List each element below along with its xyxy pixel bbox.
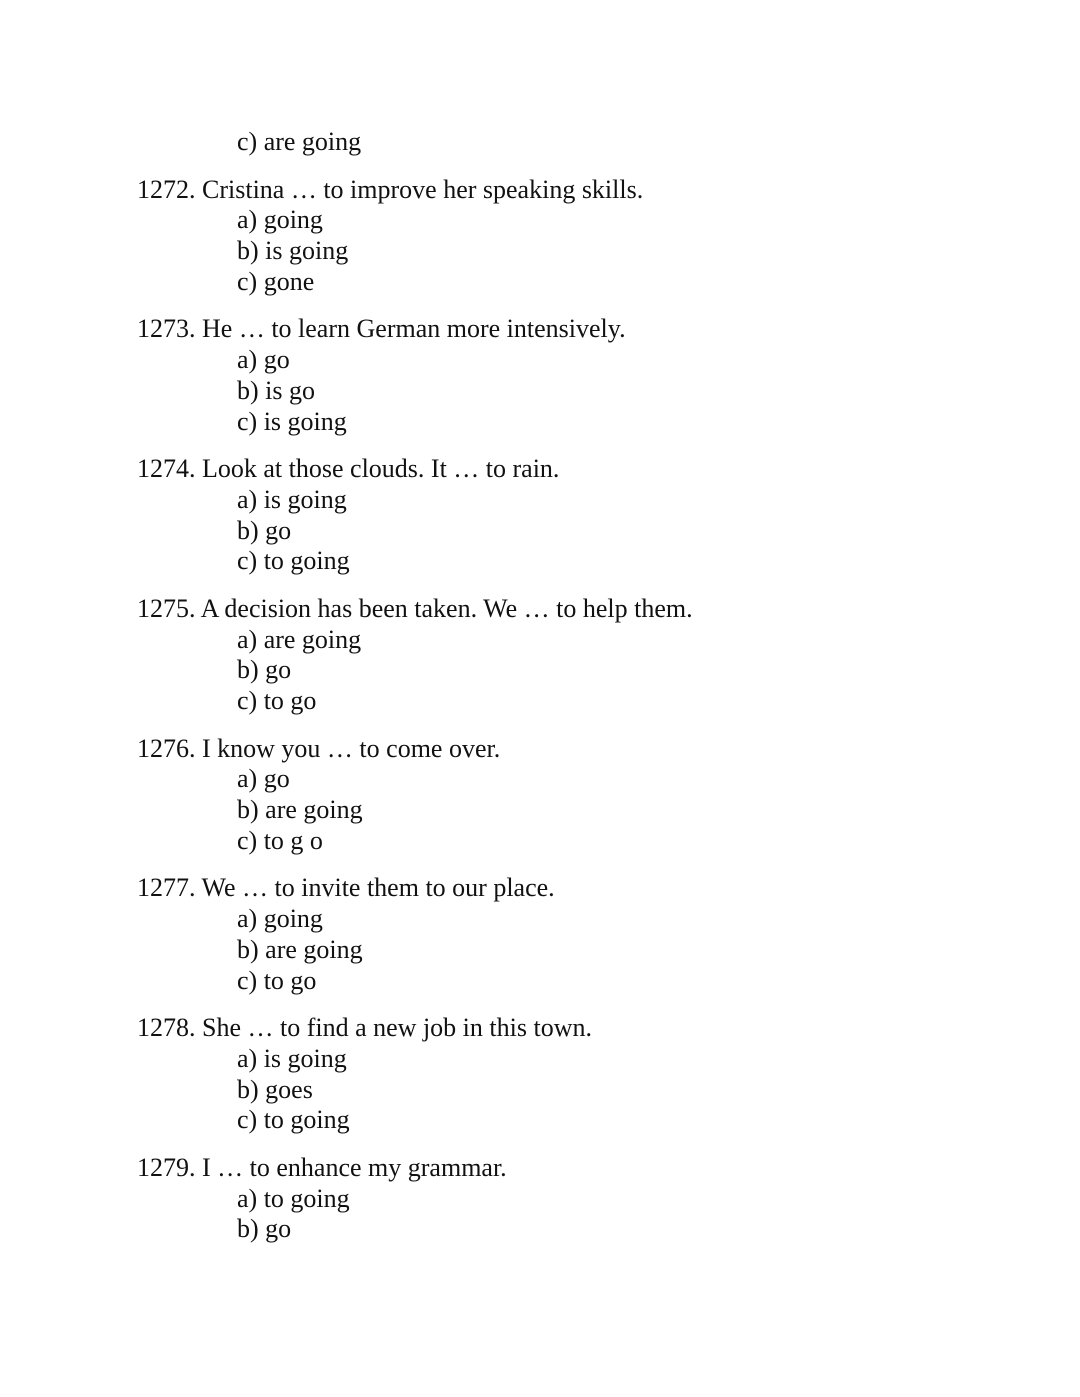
question-text: 1278. She … to find a new job in this town. xyxy=(137,1013,592,1043)
option: a) is going xyxy=(237,484,347,514)
question-block xyxy=(0,1153,1080,1245)
option: c) are going xyxy=(237,127,362,156)
option: a) to going xyxy=(237,1183,350,1213)
option: a) go xyxy=(237,764,290,794)
question-block xyxy=(0,314,1080,437)
document-page xyxy=(0,127,1080,1245)
option: a) is going xyxy=(237,1043,347,1073)
question-text: 1279. I … to enhance my grammar. xyxy=(137,1152,507,1182)
option: c) to going xyxy=(237,546,350,576)
option: c) to go xyxy=(237,686,317,715)
option: b) is going xyxy=(237,236,349,266)
option: a) go xyxy=(237,345,290,375)
question-block xyxy=(0,594,1080,717)
option: b) go xyxy=(237,655,292,685)
option: b) is go xyxy=(237,375,315,405)
option: c) is going xyxy=(237,406,347,436)
option: b) are going xyxy=(237,934,363,964)
option: c) to go xyxy=(237,965,317,995)
question-text: 1276. I know you … to come over. xyxy=(137,733,501,763)
option: b) are going xyxy=(237,795,363,825)
question-block xyxy=(0,454,1080,577)
option: b) goes xyxy=(237,1074,313,1104)
question-text: 1274. Look at those clouds. It … to rain. xyxy=(137,454,560,484)
question-text: 1277. We … to invite them to our place. xyxy=(137,873,555,903)
option: c) to going xyxy=(237,1105,350,1135)
question-text: 1275. A decision has been taken. We … to help them. xyxy=(137,593,693,623)
question-block xyxy=(0,873,1080,996)
option: a) going xyxy=(237,904,323,934)
option: a) are going xyxy=(237,624,362,654)
option: b) go xyxy=(237,1214,292,1244)
option: a) going xyxy=(237,205,323,235)
option: c) to g o xyxy=(237,825,323,855)
question-block xyxy=(0,1013,1080,1136)
question-text: 1272. Cristina … to improve her speaking skills. xyxy=(137,174,644,204)
question-text: 1273. He … to learn German more intensively. xyxy=(137,314,626,344)
option: c) gone xyxy=(237,266,315,296)
question-block xyxy=(0,175,1080,298)
question-block xyxy=(0,734,1080,857)
option: b) go xyxy=(237,515,292,545)
